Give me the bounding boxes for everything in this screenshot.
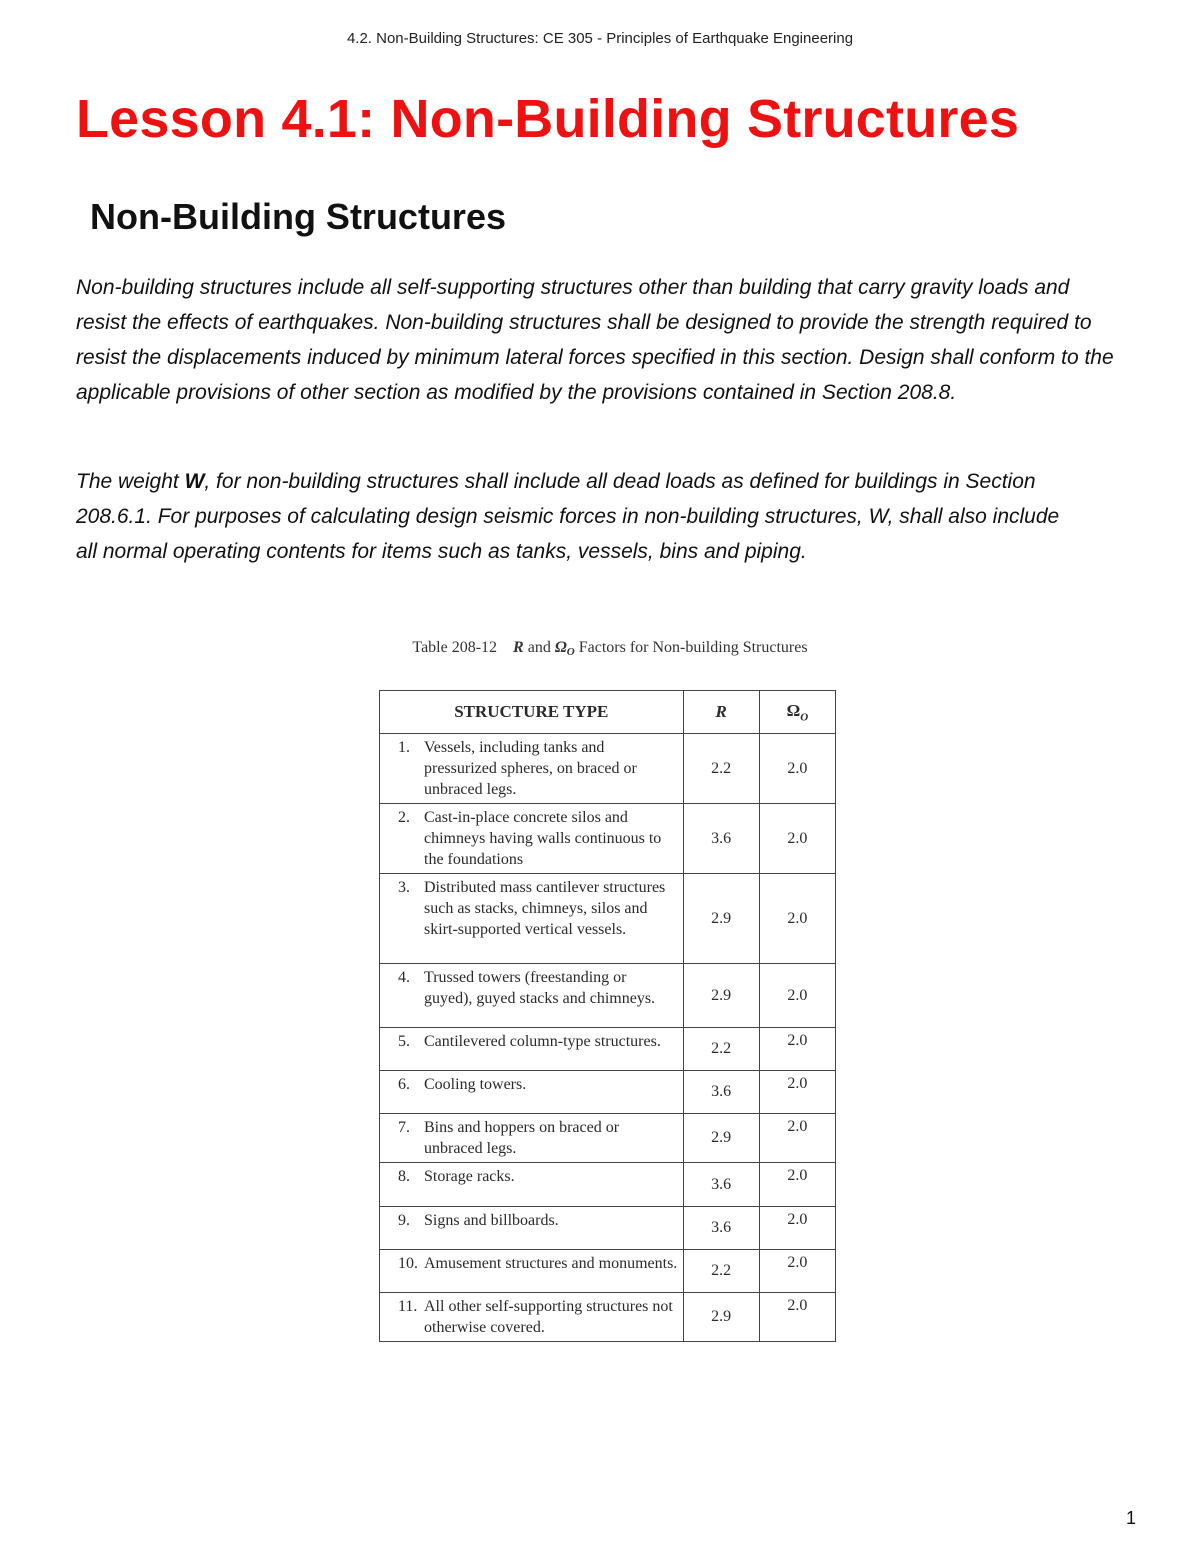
- page-number: 1: [1126, 1508, 1137, 1528]
- table-row: [380, 1250, 836, 1293]
- table-caption-omega-sub: O: [566, 646, 575, 658]
- paragraph-weight-rest: , for non-building structures shall include all dead loads as defined for buildings in Section 208.6.1. For purposes of calculating design seismic forces in non-building structures, W, shall also include all normal operating contents for items such as tanks, vessels, bins and piping.: [76, 470, 1060, 563]
- omega-value-cell: 2.0: [759, 1114, 835, 1163]
- structure-type-text: Amusement structures and monuments.: [424, 1255, 678, 1272]
- header-omega-sub: O: [800, 711, 809, 724]
- structure-type-cell: [380, 1163, 684, 1207]
- paragraph-weight: [76, 464, 1086, 569]
- omega-value-cell: 2.0: [759, 1293, 835, 1342]
- paragraph-definition: Non-building structures include all self-supporting structures other than building that carry gravity loads and resist the effects of earthquakes. Non-building structures shall be designed to provide the strength required to resist the displacements induced by minimum lateral forces specified in this section. Design shall conform to the applicable provisions of other section as modified by the provisions contained in Section 208.8.: [76, 276, 1114, 404]
- structure-type-text: Storage racks.: [424, 1168, 515, 1185]
- table-row: [380, 874, 836, 964]
- r-value-cell: 2.2: [683, 1028, 759, 1071]
- r-value-cell: 3.6: [683, 1071, 759, 1114]
- r-value-cell: 2.2: [683, 1250, 759, 1293]
- omega-value-cell: 2.0: [759, 1250, 835, 1293]
- omega-value-cell: 2.0: [759, 874, 835, 964]
- r-value-cell: 2.2: [683, 734, 759, 804]
- omega-value-cell: 2.0: [759, 964, 835, 1028]
- structure-type-text: Cast-in-place concrete silos and chimneys having walls continuous to the foundations: [424, 809, 662, 868]
- table-caption-text: Factors for Non-building Structures: [578, 639, 808, 656]
- r-value-cell: 2.9: [683, 1114, 759, 1163]
- row-number: 6.: [398, 1076, 410, 1093]
- weight-symbol: W: [184, 470, 205, 493]
- r-value-cell: 3.6: [683, 804, 759, 874]
- structure-type-text: Vessels, including tanks and pressurized spheres, on braced or unbraced legs.: [424, 739, 637, 798]
- structure-type-text: Trussed towers (freestanding or guyed), guyed stacks and chimneys.: [424, 969, 656, 1007]
- r-value-cell: 2.9: [683, 1293, 759, 1342]
- table-row: [380, 1071, 836, 1114]
- omega-value-cell: 2.0: [759, 1028, 835, 1071]
- table-caption: [380, 637, 840, 663]
- table-row: [380, 734, 836, 804]
- header-structure-type: STRUCTURE TYPE: [380, 691, 684, 734]
- table-row: [380, 1293, 836, 1342]
- row-number: 4.: [398, 969, 410, 986]
- row-number: 11.: [398, 1298, 418, 1315]
- factors-table: [379, 690, 836, 1342]
- header-omega: [759, 691, 835, 734]
- omega-value-cell: 2.0: [759, 1071, 835, 1114]
- structure-type-cell: [380, 1250, 684, 1293]
- row-number: 5.: [398, 1033, 410, 1050]
- table-row: [380, 1207, 836, 1250]
- omega-value-cell: 2.0: [759, 804, 835, 874]
- row-number: 3.: [398, 879, 410, 896]
- structure-type-cell: [380, 1293, 684, 1342]
- omega-value-cell: 2.0: [759, 734, 835, 804]
- table-row: [380, 804, 836, 874]
- structure-type-text: Cantilevered column-type structures.: [424, 1033, 661, 1050]
- row-number: 2.: [398, 809, 410, 826]
- structure-type-cell: [380, 964, 684, 1028]
- r-value-cell: 2.9: [683, 874, 759, 964]
- row-number: 9.: [398, 1212, 410, 1229]
- structure-type-cell: [380, 1071, 684, 1114]
- table-caption-omega: Ω: [554, 639, 567, 656]
- r-value-cell: 3.6: [683, 1163, 759, 1207]
- row-number: 8.: [398, 1168, 410, 1185]
- row-number: 1.: [398, 739, 410, 756]
- r-value-cell: 3.6: [683, 1207, 759, 1250]
- structure-type-cell: [380, 1028, 684, 1071]
- table-caption-r: R: [513, 639, 524, 656]
- row-number: 10.: [398, 1255, 418, 1272]
- table-caption-number: Table 208-12: [412, 639, 498, 656]
- structure-type-text: Signs and billboards.: [424, 1212, 559, 1229]
- header-r: R: [683, 691, 759, 734]
- structure-type-cell: [380, 874, 684, 964]
- header-omega-symbol: Ω: [786, 700, 801, 720]
- table-row: [380, 1114, 836, 1163]
- omega-value-cell: 2.0: [759, 1207, 835, 1250]
- structure-type-cell: [380, 1114, 684, 1163]
- structure-type-text: Cooling towers.: [424, 1076, 527, 1093]
- table-caption-and: and: [527, 639, 551, 656]
- running-header: 4.2. Non-Building Structures: CE 305 - Principles of Earthquake Engineering: [346, 30, 854, 47]
- r-value-cell: 2.9: [683, 964, 759, 1028]
- table-row: [380, 964, 836, 1028]
- table-header-row: [380, 691, 836, 734]
- structure-type-text: Bins and hoppers on braced or unbraced legs.: [424, 1119, 620, 1157]
- structure-type-text: Distributed mass cantilever structures such as stacks, chimneys, silos and skirt-supported vertical vessels.: [424, 879, 666, 938]
- table-row: [380, 1163, 836, 1207]
- row-number: 7.: [398, 1119, 410, 1136]
- structure-type-cell: [380, 734, 684, 804]
- paragraph-weight-start: The weight: [76, 470, 185, 493]
- structure-type-text: All other self-supporting structures not otherwise covered.: [424, 1298, 673, 1336]
- section-heading: Non-Building Structures: [90, 196, 506, 237]
- lesson-title: Lesson 4.1: Non-Building Structures: [76, 89, 1020, 149]
- table-row: [380, 1028, 836, 1071]
- structure-type-cell: [380, 1207, 684, 1250]
- omega-value-cell: 2.0: [759, 1163, 835, 1207]
- structure-type-cell: [380, 804, 684, 874]
